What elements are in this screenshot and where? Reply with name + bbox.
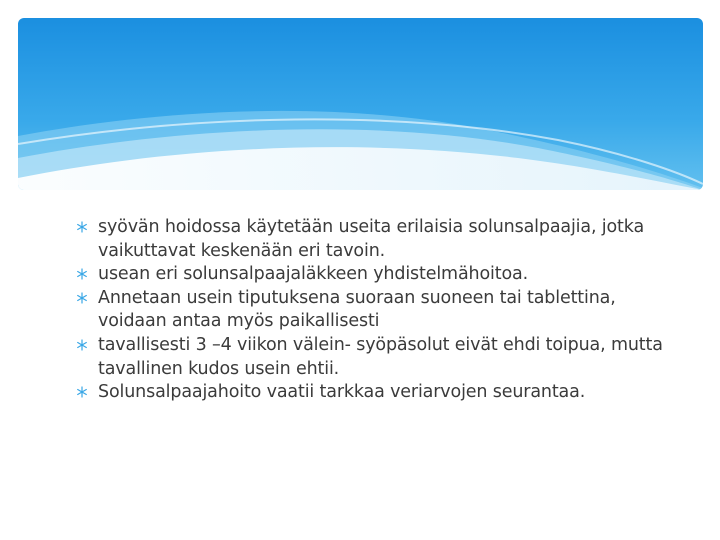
asterisk-icon bbox=[76, 221, 88, 233]
list-item bbox=[76, 287, 676, 334]
list-item bbox=[76, 334, 676, 381]
banner-graphic bbox=[18, 18, 703, 190]
bullet-text: Solunsalpaajahoito vaatii tarkkaa veriarvojen seurantaa. bbox=[98, 382, 586, 403]
bullet-list bbox=[76, 216, 676, 405]
asterisk-icon bbox=[76, 292, 88, 304]
bullet-text: syövän hoidossa käytetään useita erilaisia solunsalpaajia, jotka vaikuttavat keskenään eri tavoin. bbox=[98, 217, 645, 261]
list-item bbox=[76, 381, 676, 405]
bullet-text: tavallisesti 3 –4 viikon välein- syöpäsolut eivät ehdi toipua, mutta tavallinen kudos usein ehtii. bbox=[98, 334, 663, 379]
asterisk-icon bbox=[76, 386, 88, 398]
bullet-text: usean eri solunsalpaajaläkkeen yhdistelmähoitoa. bbox=[98, 264, 528, 285]
list-item bbox=[76, 216, 676, 263]
bullet-text: Annetaan usein tiputuksena suoraan suoneen tai tablettina, voidaan antaa myös paikallisesti bbox=[98, 287, 616, 332]
asterisk-icon bbox=[76, 268, 88, 280]
list-item bbox=[76, 263, 676, 287]
asterisk-icon bbox=[76, 339, 88, 351]
header-banner bbox=[18, 18, 703, 190]
